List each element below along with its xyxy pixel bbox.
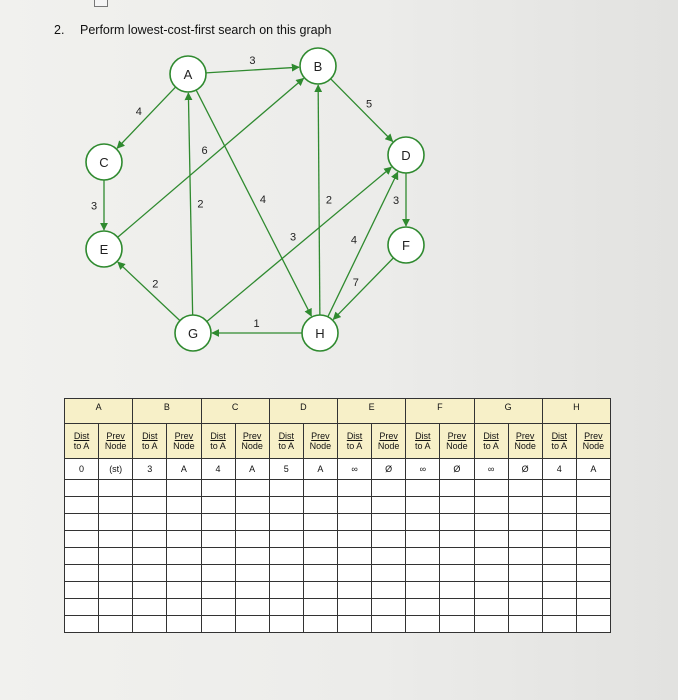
table-cell[interactable] [576,582,610,599]
edge-weight-g-e: 2 [152,278,159,291]
table-cell[interactable] [440,599,474,616]
table-cell[interactable] [133,616,167,633]
table-cell[interactable] [576,548,610,565]
table-cell[interactable] [303,616,337,633]
table-cell[interactable] [576,565,610,582]
table-cell[interactable] [65,480,99,497]
table-row [65,459,611,480]
table-cell[interactable]: 4 [201,459,235,480]
table-row [65,616,611,633]
table-cell[interactable] [133,497,167,514]
dist-header-c: Dist to A [201,424,235,459]
table-cell[interactable] [201,514,235,531]
table-cell[interactable] [99,514,133,531]
table-cell[interactable] [542,480,576,497]
table-cell[interactable] [508,548,542,565]
table-cell[interactable] [542,548,576,565]
table-cell[interactable] [474,599,508,616]
table-cell[interactable] [576,497,610,514]
node-header-g: G [474,399,542,424]
node-header-a: A [65,399,133,424]
table-cell[interactable] [167,497,201,514]
table-cell[interactable] [133,514,167,531]
table-cell[interactable] [338,582,372,599]
edge-f-h [333,258,393,320]
table-cell[interactable] [372,599,406,616]
search-table [64,398,611,633]
table-cell[interactable] [303,497,337,514]
table-cell[interactable] [269,599,303,616]
prev-header-b: Prev Node [167,424,201,459]
table-row [65,599,611,616]
node-header-h: H [542,399,610,424]
table-cell[interactable] [303,548,337,565]
table-cell[interactable] [440,548,474,565]
question-text: Perform lowest-cost-first search on this graph [80,23,332,37]
table-cell[interactable] [474,514,508,531]
table-cell[interactable] [201,582,235,599]
table-cell[interactable] [372,497,406,514]
table-cell[interactable]: ∞ [474,459,508,480]
table-cell[interactable] [406,497,440,514]
table-cell[interactable]: Ø [440,459,474,480]
edge-g-e [118,262,180,321]
edge-b-d [331,79,393,142]
dist-header-d: Dist to A [269,424,303,459]
table-cell[interactable] [269,480,303,497]
table-cell[interactable] [235,531,269,548]
edge-g-a [188,93,192,315]
table-cell[interactable] [508,480,542,497]
table-cell[interactable] [508,514,542,531]
table-row [65,531,611,548]
node-label-a: A [183,67,193,82]
table-row [65,514,611,531]
edge-weight-h-g: 1 [253,318,260,330]
table-cell[interactable] [576,599,610,616]
table-cell[interactable] [576,531,610,548]
table-cell[interactable] [440,616,474,633]
table-cell[interactable] [269,548,303,565]
table-cell[interactable] [508,531,542,548]
table-cell[interactable]: A [303,459,337,480]
prev-header-h: Prev Node [576,424,610,459]
dist-header-a: Dist to A [65,424,99,459]
table-cell[interactable] [303,514,337,531]
prev-header-e: Prev Node [372,424,406,459]
table-cell[interactable] [372,531,406,548]
edge-h-b [318,85,320,315]
table-cell[interactable] [440,514,474,531]
table-cell[interactable] [440,480,474,497]
table-cell[interactable]: 3 [133,459,167,480]
table-cell[interactable] [338,531,372,548]
table-cell[interactable] [133,531,167,548]
table-cell[interactable] [474,497,508,514]
table-cell[interactable] [99,548,133,565]
edge-a-b [206,67,299,73]
table-cell[interactable] [201,548,235,565]
table-cell[interactable]: A [235,459,269,480]
edge-e-b [118,78,304,237]
table-row [65,497,611,514]
edge-weight-c-e: 3 [90,200,98,213]
table-cell[interactable] [508,497,542,514]
table-cell[interactable] [133,582,167,599]
table-cell[interactable] [201,565,235,582]
table-cell[interactable] [235,582,269,599]
table-cell[interactable] [542,531,576,548]
node-header-f: F [406,399,474,424]
table-cell[interactable] [201,480,235,497]
node-label-c: C [99,155,109,170]
table-cell[interactable] [372,514,406,531]
edge-weight-e-b: 6 [201,144,208,157]
table-cell[interactable] [269,514,303,531]
table-cell[interactable] [133,548,167,565]
table-cell[interactable] [542,599,576,616]
table-column-header-row [65,424,611,459]
table-cell[interactable] [406,565,440,582]
table-cell[interactable] [406,599,440,616]
table-cell[interactable] [474,582,508,599]
edge-weight-f-h: 7 [352,277,359,290]
table-cell[interactable] [167,616,201,633]
table-cell[interactable] [99,531,133,548]
table-cell[interactable] [133,599,167,616]
table-cell[interactable] [372,582,406,599]
table-cell[interactable] [65,565,99,582]
table-cell[interactable] [65,514,99,531]
table-cell[interactable] [303,565,337,582]
table-cell[interactable] [576,514,610,531]
edge-weight-a-b: 3 [249,55,256,68]
table-cell[interactable] [474,565,508,582]
table-cell[interactable]: 0 [65,459,99,480]
table-cell[interactable] [167,565,201,582]
table-cell[interactable] [406,582,440,599]
table-row [65,480,611,497]
table-cell[interactable] [235,514,269,531]
edge-weight-a-h: 4 [259,193,266,206]
edge-weight-h-d: 4 [350,234,358,247]
table-cell[interactable] [167,599,201,616]
table-cell[interactable]: (st) [99,459,133,480]
table-cell[interactable]: Ø [372,459,406,480]
table-cell[interactable] [406,480,440,497]
table-cell[interactable] [542,497,576,514]
dist-header-g: Dist to A [474,424,508,459]
dist-header-b: Dist to A [133,424,167,459]
table-cell[interactable] [338,599,372,616]
node-label-f: F [402,238,410,253]
table-cell[interactable] [99,480,133,497]
table-cell[interactable] [406,616,440,633]
table-cell[interactable] [542,582,576,599]
dist-header-h: Dist to A [542,424,576,459]
table-cell[interactable] [474,548,508,565]
table-cell[interactable] [440,531,474,548]
table-cell[interactable] [201,531,235,548]
table-cell[interactable] [303,531,337,548]
table-cell[interactable] [338,548,372,565]
table-cell[interactable] [99,599,133,616]
table-cell[interactable] [338,497,372,514]
table-cell[interactable] [440,582,474,599]
table-cell[interactable] [338,616,372,633]
table-cell[interactable] [201,497,235,514]
table-cell[interactable] [474,616,508,633]
table-cell[interactable] [406,531,440,548]
edge-weight-g-d: 3 [290,231,297,244]
table-cell[interactable] [235,548,269,565]
prev-header-f: Prev Node [440,424,474,459]
table-cell[interactable] [576,616,610,633]
edge-a-c [117,87,175,148]
table-cell[interactable] [372,548,406,565]
table-cell[interactable] [65,548,99,565]
table-cell[interactable] [508,582,542,599]
table-cell[interactable] [65,497,99,514]
table-cell[interactable]: A [167,459,201,480]
table-cell[interactable] [65,582,99,599]
table-cell[interactable] [542,565,576,582]
table-cell[interactable] [474,531,508,548]
table-cell[interactable] [406,514,440,531]
edge-weight-d-f: 3 [392,195,400,207]
table-cell[interactable] [201,616,235,633]
table-cell[interactable] [65,616,99,633]
table-cell[interactable] [576,480,610,497]
table-cell[interactable]: 4 [542,459,576,480]
table-cell[interactable] [542,616,576,633]
table-cell[interactable] [235,565,269,582]
table-cell[interactable]: ∞ [406,459,440,480]
table-row [65,548,611,565]
table-cell[interactable] [269,531,303,548]
table-cell[interactable]: ∞ [338,459,372,480]
table-cell[interactable] [269,565,303,582]
graph-edges [91,55,406,333]
edge-weight-b-d: 5 [366,98,373,111]
table-cell[interactable] [65,531,99,548]
table-cell[interactable] [167,582,201,599]
table-cell[interactable]: 5 [269,459,303,480]
edge-weight-g-a: 2 [197,198,204,211]
table-cell[interactable] [65,599,99,616]
table-cell[interactable] [508,616,542,633]
prev-header-g: Prev Node [508,424,542,459]
table-cell[interactable] [235,497,269,514]
table-cell[interactable] [133,480,167,497]
table-cell[interactable] [406,548,440,565]
table-cell[interactable] [99,497,133,514]
edge-g-d [207,167,392,321]
edge-weight-a-c: 4 [135,106,142,119]
node-header-c: C [201,399,269,424]
table-cell[interactable] [508,565,542,582]
table-cell[interactable] [133,565,167,582]
node-header-d: D [269,399,337,424]
table-cell[interactable] [269,616,303,633]
table-cell[interactable] [474,480,508,497]
table-cell[interactable] [303,480,337,497]
table-cell[interactable] [372,616,406,633]
table-cell[interactable] [167,514,201,531]
prev-header-a: Prev Node [99,424,133,459]
table-cell[interactable] [372,565,406,582]
table-cell[interactable] [338,514,372,531]
node-header-b: B [133,399,201,424]
graph-nodes [86,48,424,351]
table-row [65,565,611,582]
node-label-g: G [187,326,199,341]
table-cell[interactable] [542,514,576,531]
table-cell[interactable] [269,497,303,514]
table-cell[interactable] [303,599,337,616]
table-cell[interactable] [372,480,406,497]
prev-header-d: Prev Node [303,424,337,459]
table-cell[interactable] [99,582,133,599]
node-label-d: D [401,148,411,163]
dist-header-f: Dist to A [406,424,440,459]
table-cell[interactable]: A [576,459,610,480]
node-label-e: E [99,242,109,257]
table-cell[interactable] [201,599,235,616]
edge-weight-h-b: 2 [325,194,333,207]
dist-header-e: Dist to A [338,424,372,459]
table-cell[interactable] [269,582,303,599]
table-cell[interactable] [440,565,474,582]
prev-header-c: Prev Node [235,424,269,459]
table-cell[interactable] [167,480,201,497]
table-cell[interactable] [167,531,201,548]
table-node-header-row [65,399,611,424]
table-cell[interactable] [303,582,337,599]
node-label-b: B [313,59,323,74]
table-cell[interactable]: Ø [508,459,542,480]
node-header-e: E [338,399,406,424]
table-cell[interactable] [99,565,133,582]
table-cell[interactable] [508,599,542,616]
node-label-h: H [315,326,325,341]
table-cell[interactable] [235,480,269,497]
table-cell[interactable] [440,497,474,514]
table-cell[interactable] [235,599,269,616]
question-number: 2. [54,23,65,37]
table-cell[interactable] [338,480,372,497]
table-cell[interactable] [99,616,133,633]
table-cell[interactable] [167,548,201,565]
table-row [65,582,611,599]
table-cell[interactable] [235,616,269,633]
table-cell[interactable] [338,565,372,582]
